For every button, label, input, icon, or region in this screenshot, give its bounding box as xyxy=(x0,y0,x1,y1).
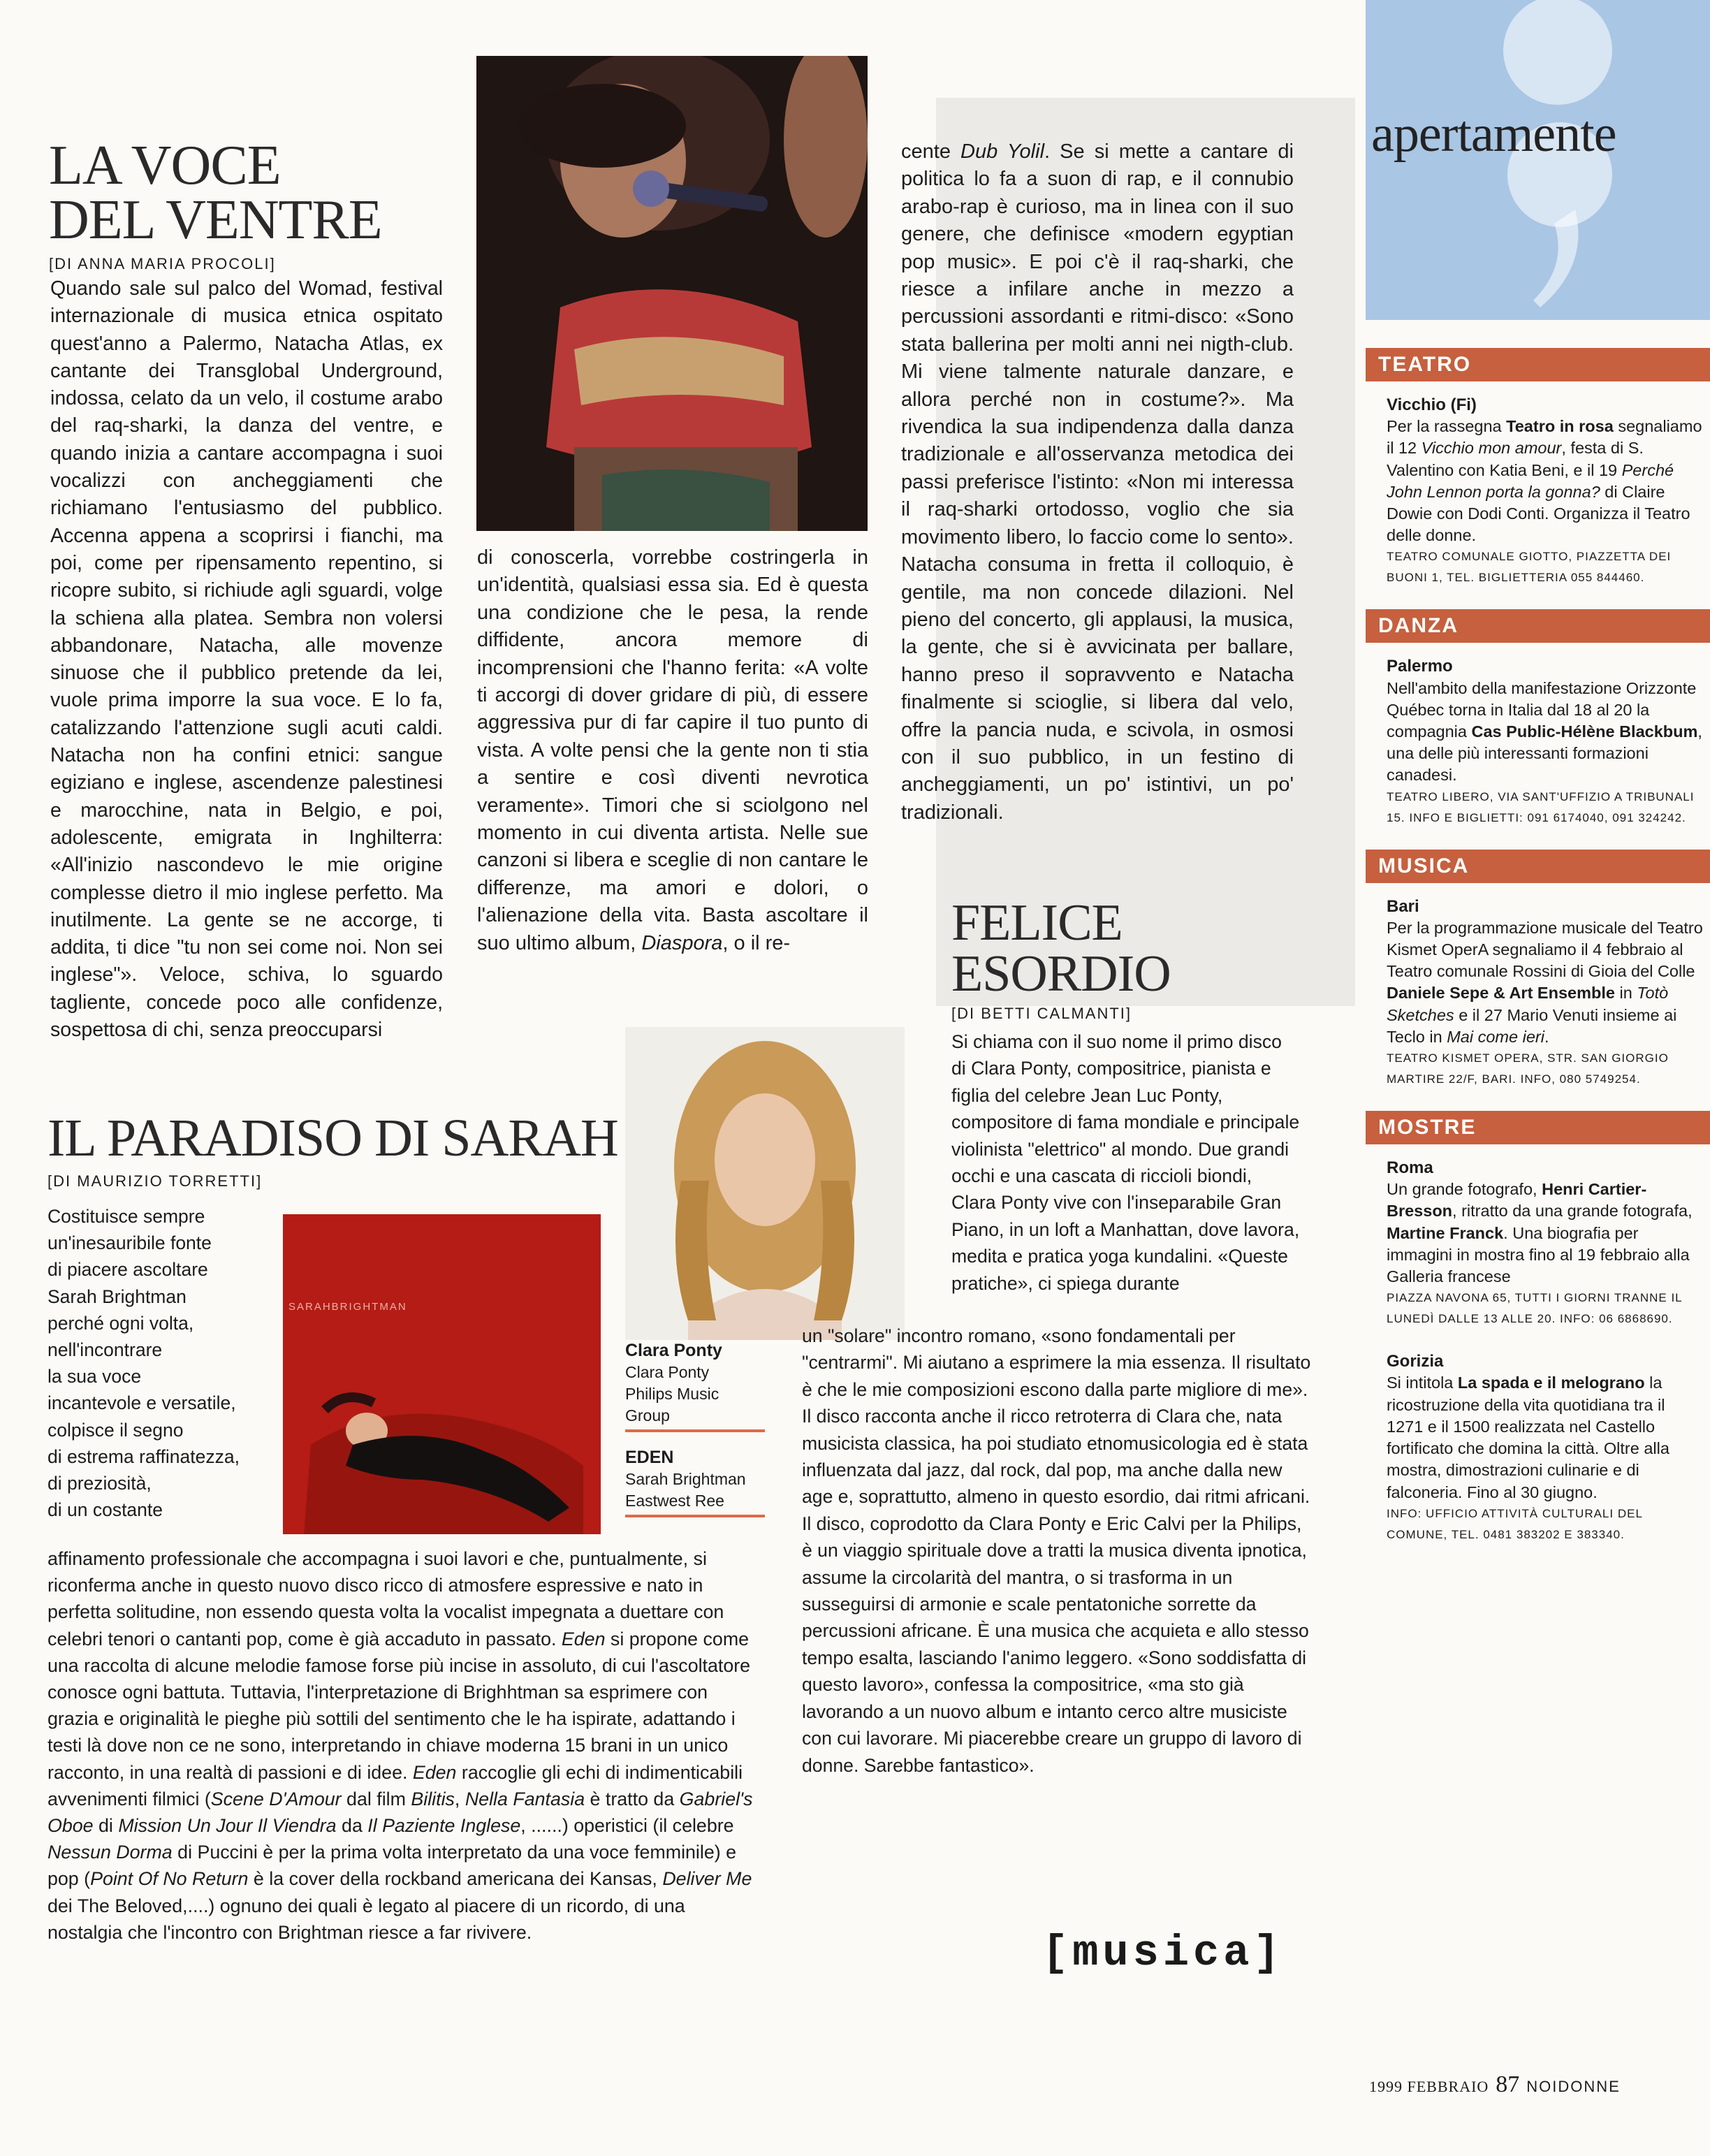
album-title: Diaspora xyxy=(641,931,723,954)
text-run: di Claire Dowie con Dodi Conti. Organizza il Teatro delle donne. xyxy=(1387,482,1690,545)
article-1-text-3 xyxy=(901,138,1294,826)
narrow-line: di estrema raffinatezza, xyxy=(48,1445,240,1467)
narrow-line: Costituisce sempre xyxy=(48,1206,205,1227)
event-text xyxy=(1387,1179,1704,1288)
title-line: DEL VENTRE xyxy=(49,189,382,252)
text-run: , una delle più interessanti formazioni canadesi. xyxy=(1387,722,1702,785)
header-word: apertamente xyxy=(1371,105,1616,163)
caption-rule xyxy=(625,1429,765,1432)
event-city: Roma xyxy=(1387,1158,1433,1178)
eden-album-cover xyxy=(283,1214,601,1534)
event-city: Gorizia xyxy=(1387,1352,1444,1371)
article-2 xyxy=(48,1109,618,1190)
article-3-byline: [DI BETTI CALMANTI] xyxy=(951,1005,1132,1023)
show-title: Vicchio mon amour xyxy=(1421,439,1562,458)
event-city: Palermo xyxy=(1387,657,1453,676)
song-title: Deliver Me xyxy=(662,1868,752,1890)
event-title: Cas Public-Hélène Blackbum xyxy=(1471,722,1698,741)
page-footer xyxy=(1369,2071,1676,2098)
article-1-text-2 xyxy=(477,544,868,957)
text-run: si propone come una raccolta di alcune melodie famose forse più incise in assoluto, di cui l'ascoltatore conosce ogni battuta. Tuttavia, l'interpretazione di Brighhtman sa esprimere con grazia e originalità le pieghe più sottili del sentimento che le ha ispirate, adattando i testi là dove non ce ne sono, interpretando in chiave moderna 15 brani in un unico racconto, in una realtà di passioni e di idee. xyxy=(48,1628,751,1783)
caption-line: Group xyxy=(625,1406,670,1425)
text-run: dei The Beloved,....) ognuno dei quali è legato al piacere di un ricordo, di una nostalgia che l'incontro con Brightman riesce a far rivivere. xyxy=(48,1895,685,1943)
apertamente-header xyxy=(1366,0,1710,320)
text-run: . Se si mette a cantare di politica lo fa a suon di rap, e il connubio arabo-rap è curioso, ma in linea con il suo genere, che definisce «modern egyptian pop music». E poi c'è il raq-sharki, che riesce a infilare anche in mezzo a percussioni assordanti e ritmi-disco: «Sono stata ballerina per molti anni nei nigth-club. Mi viene talmente naturale danzare, e allora perché non in costume?». Ma rivendica la sua indipendenza dalla danza tradizionale e all'osservanza metodica dei passi preferisce l'istinto: «Non mi interessa il raq-sharki ortodosso, voglio che sia movimento libero, lo faccio come lo sento». Natacha consuma in fretta il colloquio, è gentile, ma non concede dilazioni. Nel pieno del concerto, gli applausi, la musica, la gente, che si è avvicinata per ballare, hanno preso il sopravvento e Natacha finalmente si scioglie, si libera dal velo, offre la pancia nuda, e scivola, in osmosi con il suo pubblico, in un festino di ancheggiamenti, un po' istintivi, un po' tradizionali. xyxy=(901,140,1294,824)
article-2-wide-column xyxy=(48,1545,760,1946)
teatro-header: TEATRO xyxy=(1366,348,1710,381)
event-city: Bari xyxy=(1387,896,1419,916)
event-venue: TEATRO COMUNALE GIOTTO, PIAZZETTA DEI BUONI 1, TEL. BIGLIETTERIA 055 844460. xyxy=(1387,550,1672,585)
article-1-column-3 xyxy=(901,138,1294,826)
page-number: 87 xyxy=(1496,2071,1520,2097)
article-2-wide-text xyxy=(48,1545,760,1946)
song-title: Point Of No Return xyxy=(90,1868,249,1890)
caption-line: Clara Ponty xyxy=(625,1363,710,1381)
event-venue: PIAZZA NAVONA 65, TUTTI I GIORNI TRANNE IL LUNEDÌ DALLE 13 ALLE 20. INFO: 06 6868690. xyxy=(1387,1291,1683,1326)
narrow-line: perché ogni volta, xyxy=(48,1312,194,1334)
show-title: Totò Sketches xyxy=(1387,984,1669,1024)
article-2-title: IL PARADISO DI SARAH xyxy=(48,1109,618,1167)
show-title: Perché John Lennon porta la gonna? xyxy=(1387,460,1674,501)
magazine-name: NOIDONNE xyxy=(1526,2078,1621,2095)
text-run: Un grande fotografo, xyxy=(1387,1180,1542,1199)
opera-title: Nessun Dorma xyxy=(48,1842,173,1863)
text-run: Per la programmazione musicale del Teatro Kismet OperA segnaliamo il 4 febbraio al Teatro comunale Rossini di Gioia del Colle xyxy=(1387,918,1703,981)
event-text xyxy=(1387,416,1704,546)
text-run: , xyxy=(454,1788,465,1809)
narrow-line: colpisce il segno xyxy=(48,1419,184,1441)
text-run: , festa di S. Valentino con Katia Beni, e il 19 xyxy=(1387,439,1644,479)
article-1-text-1: Quando sale sul palco del Womad, festival internazionale di musica etnica ospitato quest'anno a Palermo, Natacha Atlas, ex cantante dei Transglobal Underground, indossa, celato da un velo, il costume arabo del raq-sharki, la danza del ventre, e quando inizia a cantare accompagna i suoi vocalizzi con ancheggiamenti che richiamano l'entusiasmo del pubblico. Accenna appena a scoprirsi i fianchi, ma poi, come per ripensamento repentino, si ricopre subito, si richiude agli sguardi, volge la schiena alla platea. Sembra non volersi abbandonare, Natacha, alle movenze sinuose che il pubblico pretende da lei, vuole prima imporre la sua voce. E lo fa, catalizzando l'attenzione sugli acuti caldi. Natacha non ha confini etnici: sangue egiziano e inglese, ascendenze palestinesi e marocchine, nata in Belgio, e poi, adolescente, emigrata in Inghilterra: «All'inizio nascondevo le mie origine complesse dietro il mio inglese perfetto. Ma inutilmente. La gente se ne accorge, ti addita, ti dice "tu non sei come noi. Non sei inglese"». Veloce, schiva, lo sguardo tagliente, concede poco alle confidenze, sospettosa di chi, senza preoccuparsi xyxy=(50,277,443,1042)
narrow-line: incantevole e versatile, xyxy=(48,1392,236,1414)
text-run: è la cover della rockband americana dei Kansas, xyxy=(248,1868,663,1890)
narrow-line: di piacere ascoltare xyxy=(48,1259,208,1281)
text-run: di Puccini è per la prima volta interpretato da una voce femminile) e pop ( xyxy=(48,1842,737,1890)
text-run: , o il re- xyxy=(722,931,791,954)
caption-line: Philips Music xyxy=(625,1385,719,1403)
article-3-wide-column xyxy=(802,1323,1313,1779)
narrow-line: di preziosità, xyxy=(48,1473,152,1494)
text-run: . Una biografia per immagini in mostra fino al 19 febbraio alla Galleria francese xyxy=(1387,1223,1690,1286)
text-run: . xyxy=(1544,1027,1549,1046)
section-label: [musica] xyxy=(1042,1928,1284,1978)
album-title: Dub Yolil xyxy=(960,140,1045,163)
film-title: Scene D'Amour xyxy=(210,1788,342,1809)
footer-date: 1999 FEBBRAIO xyxy=(1369,2078,1489,2095)
danza-body xyxy=(1366,655,1710,828)
natacha-photo xyxy=(476,56,868,531)
article-1-column-1 xyxy=(50,275,443,1044)
article-2-narrow-column xyxy=(48,1203,278,1523)
event-venue: TEATRO LIBERO, VIA SANT'UFFIZIO A TRIBUNALI 15. INFO E BIGLIETTI: 091 6174040, 091 324242. xyxy=(1387,789,1695,824)
event-title: Henri Cartier-Bresson xyxy=(1387,1180,1647,1221)
text-run: di xyxy=(93,1815,119,1837)
danza-header: DANZA xyxy=(1366,609,1710,643)
album-title: Eden xyxy=(412,1761,457,1783)
narrow-line: un'inesauribile fonte xyxy=(48,1232,212,1254)
text-run: , ritratto da una grande fotografa, xyxy=(1452,1202,1693,1221)
text-run: , ......) operistici (il celebre xyxy=(520,1815,734,1837)
article-3 xyxy=(951,894,1171,1023)
caption-line: Eastwest Ree xyxy=(625,1492,724,1510)
text-run: è tratto da xyxy=(585,1788,680,1809)
text-run: cente xyxy=(901,140,961,163)
singer-image xyxy=(476,56,868,531)
album-title: Eden xyxy=(561,1628,606,1649)
article-3-narrow-text: Si chiama con il suo nome il primo disco di Clara Ponty, compositrice, pianista e figlia del celebre Jean Luc Ponty, compositore di fama mondiale e principale violinista "elettrico" al mondo. Due grandi occhi e una cascata di riccioli biondi, Clara Ponty vive con l'inseparabile Gran Piano, in un loft a Manhattan, dove lavora, medita e pratica yoga kundalini. «Queste pratiche», ci spiega durante xyxy=(951,1031,1300,1294)
text-run: dal film xyxy=(341,1788,411,1809)
text-run: segnaliamo il 12 xyxy=(1387,417,1702,458)
text-run: in xyxy=(1614,984,1637,1003)
event-venue: INFO: UFFICIO ATTIVITÀ CULTURALI DEL COMUNE, TEL. 0481 383202 E 383340. xyxy=(1387,1506,1643,1541)
article-1-column-2 xyxy=(477,544,868,957)
musica-body xyxy=(1366,896,1710,1090)
caption-rule xyxy=(625,1515,765,1517)
title-line: ESORDIO xyxy=(951,945,1171,1003)
musica-header: MUSICA xyxy=(1366,850,1710,883)
text-run: raccoglie gli echi di indimenticabili avvenimenti filmici ( xyxy=(48,1761,743,1809)
text-run: Nell'ambito della manifestazione Orizzonte Québec torna in Italia dal 18 al 20 la compagnia xyxy=(1387,678,1697,741)
events-sidebar xyxy=(1366,348,1710,1566)
event-title: Martine Franck xyxy=(1387,1223,1504,1242)
caption-title: Clara Ponty xyxy=(625,1341,722,1360)
text-run: affinamento professionale che accompagna i suoi lavori e che, puntualmente, si riconferma anche in questo nuovo disco ricco di atmosfere espressive e nato in perfetta solitudine, non essendo questa volta la vocalist impegnata a duettare con celebri tenori o cantanti pop, come è già accaduto in passato. xyxy=(48,1548,724,1649)
narrow-line: la sua voce xyxy=(48,1366,142,1387)
article-1-title xyxy=(49,135,382,252)
title-line: LA VOCE xyxy=(49,135,281,196)
film-title: Mission Un Jour Il Viendra xyxy=(118,1815,337,1837)
mostre-header: MOSTRE xyxy=(1366,1111,1710,1144)
article-1 xyxy=(49,135,382,273)
clara-portrait xyxy=(625,1027,905,1340)
article-2-byline: [DI MAURIZIO TORRETTI] xyxy=(48,1172,263,1190)
event-city: Vicchio (Fi) xyxy=(1387,395,1477,414)
film-title: Nella Fantasia xyxy=(465,1788,585,1809)
narrow-line: di un costante xyxy=(48,1499,163,1521)
article-1-byline: [DI ANNA MARIA PROCOLI] xyxy=(49,254,276,272)
film-title: Bilitis xyxy=(411,1788,455,1809)
clara-caption xyxy=(625,1340,765,1439)
show-title: Mai come ieri xyxy=(1447,1027,1544,1046)
event-title: Teatro in rosa xyxy=(1506,417,1614,436)
text-run: e il 27 Mario Venuti insieme ai Teclo in xyxy=(1387,1005,1677,1046)
text-run: Per la rassegna xyxy=(1387,417,1507,436)
article-3-narrow-column xyxy=(951,1028,1301,1297)
text-run: la ricostruzione della vita quotidiana tra il 1271 e il 1500 realizzata nel Castello fortificato che domina la città. Oltre alla mostra, dimostrazioni culinarie e di falconeria. Fino al 30 giugno. xyxy=(1387,1374,1669,1501)
event-title: Daniele Sepe & Art Ensemble xyxy=(1387,984,1615,1003)
eden-caption xyxy=(625,1447,765,1524)
narrow-line: Sarah Brightman xyxy=(48,1285,187,1307)
text-run: Si intitola xyxy=(1387,1374,1458,1392)
event-text xyxy=(1387,917,1704,1048)
narrow-line: nell'incontrare xyxy=(48,1339,163,1361)
article-3-wide-text: un "solare" incontro romano, «sono fondamentali per "centrarmi". Mi aiutano a esprimere la mia essenza. Il risultato è che le mie composizioni escono dalla parte migliore di me». Il disco racconta anche il ricco retroterra di Clara che, nata musicista classica, ha poi studiato etnomusicologia ed è stata influenzata dal jazz, dal rock, dal pop, ma anche dalla new age e, soprattutto, almeno in questo esordio, dai ritmi africani. Il disco, coprodotto da Clara Ponty e Eric Calvi per la Philips, è un viaggio spirituale dove a tratti la musica diventa ipnotica, assume la circolarità del mantra, o si trasforma in un susseguirsi di armonie e scale pentatoniche sorrette da percussioni africane. È una musica che acquieta e allo stesso tempo esalta, lasciando l'animo leggero. «Sono soddisfatta di questo lavoro», confessa la compositrice, «ma sto già lavorando a un nuovo album e intanto cerco altre musiciste con cui lavorare. Mi piacerebbe creare un gruppo di lavoro di donne. Sarebbe fantastico». xyxy=(802,1325,1311,1776)
event-venue: TEATRO KISMET OPERA, STR. SAN GIORGIO MARTIRE 22/F, BARI. INFO, 080 5749254. xyxy=(1387,1051,1669,1086)
title-line: FELICE xyxy=(951,894,1123,952)
cover-label: SARAHBRIGHTMAN xyxy=(288,1301,407,1313)
clara-ponty-photo xyxy=(625,1027,905,1340)
film-title: Il Paziente Inglese xyxy=(367,1815,521,1837)
caption-title: EDEN xyxy=(625,1448,674,1467)
sarah-brightman-cover xyxy=(283,1214,601,1534)
mostre-body xyxy=(1366,1157,1710,1545)
text-run: da xyxy=(336,1815,368,1837)
film-title: Gabriel's Oboe xyxy=(48,1788,753,1837)
event-text xyxy=(1387,678,1704,787)
text-run: di conoscerla, vorrebbe costringerla in un'identità, qualsiasi essa sia. Ed è questa una condizione che le pesa, la rende diffidente, ancora memore di incomprensioni che l'hanno ferita: «A volte ti accorgi di dover gridare di più, di essere aggressiva pur di far capire il tuo punto di vista. A volte pensi che la gente non ti stia a sentire e così diventi nevrotica veramente». Timori che si sciolgono nel momento in cui diventa artista. Nelle sue canzoni si libera e sceglie di non cantare le differenze, ma amori e dolori, o l'alienazione della vita. Basta ascoltare il suo ultimo album, xyxy=(477,546,868,954)
event-title: La spada e il melograno xyxy=(1457,1374,1645,1392)
article-3-title xyxy=(951,894,1171,1003)
event-text xyxy=(1387,1372,1704,1503)
teatro-body xyxy=(1366,394,1710,588)
caption-line: Sarah Brightman xyxy=(625,1470,746,1488)
